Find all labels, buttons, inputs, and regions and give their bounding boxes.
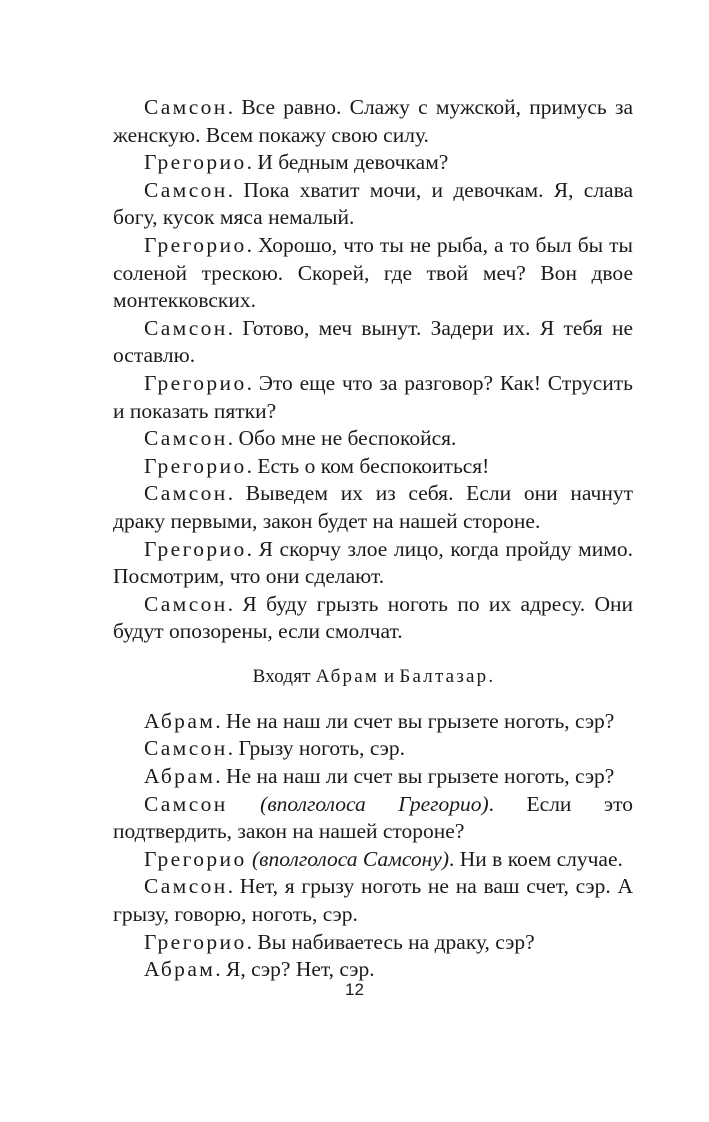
speaker-name: Самсон — [144, 874, 228, 899]
dialogue-line — [113, 591, 633, 646]
dialogue-line — [113, 791, 633, 846]
line-text: . Грызу ноготь, сэр. — [227, 736, 405, 761]
dialogue-line — [113, 425, 633, 453]
line-text: . Я скорчу злое лицо, когда пройду мимо. Посмотрим, что они сделают. — [113, 536, 633, 589]
dialogue-line — [113, 94, 633, 149]
speaker-name: Самсон — [144, 591, 228, 616]
line-text: . Нет, я грызу ноготь не на ваш счет, сэр. А грызу, говорю, ноготь, сэр. — [113, 874, 633, 927]
speaker-name: Самсон — [144, 95, 228, 119]
dialogue-line — [113, 735, 633, 763]
book-page-text — [113, 94, 633, 984]
dialogue-line — [113, 177, 633, 232]
dialogue-line — [113, 536, 633, 591]
speaker-name: Грегорио — [144, 929, 247, 954]
line-text: . Не на наш ли счет вы грызете ноготь, сэр? — [215, 764, 615, 789]
speaker-name: Абрам — [144, 957, 216, 982]
line-text: . Ни в коем случае. — [449, 846, 623, 871]
speaker-name: Самсон — [144, 736, 228, 761]
dialogue-line — [113, 929, 633, 957]
speaker-name: Грегорио — [144, 846, 247, 871]
speaker-name: Грегорио — [144, 150, 247, 175]
speaker-name: Абрам — [144, 764, 216, 789]
dialogue-line — [113, 763, 633, 791]
stage-direction-suffix: . — [488, 665, 494, 687]
line-text: . Обо мне не беспокойся. — [227, 426, 457, 451]
speaker-name: Самсон — [144, 315, 228, 340]
speaker-name: Самсон — [144, 481, 228, 506]
speaker-name: Самсон — [144, 177, 228, 202]
line-text: . Я буду грызть ноготь по их адресу. Они будут опозорены, если смолчат. — [113, 591, 633, 644]
speaker-name: Грегорио — [144, 370, 247, 395]
stage-direction-conjunction: и — [379, 665, 400, 687]
stage-direction — [113, 663, 633, 690]
line-text: . Я, сэр? Нет, сэр. — [215, 957, 375, 982]
line-text: . И бедным девочкам? — [246, 150, 449, 175]
stage-direction-character: Балтазар — [399, 665, 489, 687]
stage-remark: (вполголоса Самсону) — [246, 846, 450, 871]
line-text: . Хорошо, что ты не рыба, а то был бы ты соленой трескою. Скорей, где твой меч? Вон двое монтекковских. — [113, 232, 633, 313]
speaker-name: Грегорио — [144, 453, 247, 478]
dialogue-line — [113, 873, 633, 928]
line-text: . Выведем их из себя. Если они начнут драку первыми, закон будет на нашей стороне. — [113, 481, 633, 533]
line-text: . Вы набиваетесь на драку, сэр? — [246, 929, 535, 954]
dialogue-line — [113, 846, 633, 874]
speaker-name: Абрам — [144, 708, 216, 733]
speaker-name: Самсон — [144, 791, 228, 816]
line-text: . Все равно. Слажу с мужской, примусь за женскую. Всем покажу свою силу. — [113, 95, 633, 147]
line-text: . Это еще что за разговор? Как! Струсить и показать пятки? — [113, 370, 633, 423]
line-text: . Если это подтвердить, закон на нашей стороне? — [113, 791, 633, 844]
line-text: . Есть о ком беспокоиться! — [246, 453, 490, 478]
speaker-name: Грегорио — [144, 232, 247, 257]
speaker-name: Самсон — [144, 426, 228, 451]
line-text: . Пока хватит мочи, и девочкам. Я, слава богу, кусок мяса немалый. — [113, 177, 633, 230]
dialogue-line — [113, 315, 633, 370]
page-number: 12 — [345, 980, 364, 999]
line-text: . Не на наш ли счет вы грызете ноготь, сэр? — [215, 708, 615, 733]
dialogue-line — [113, 708, 633, 736]
stage-direction-prefix: Входят — [252, 665, 316, 687]
dialogue-line — [113, 149, 633, 177]
dialogue-line — [113, 370, 633, 425]
speaker-name: Грегорио — [144, 536, 247, 561]
dialogue-line — [113, 232, 633, 315]
dialogue-line — [113, 480, 633, 535]
stage-direction-character: Абрам — [315, 665, 380, 687]
dialogue-line — [113, 453, 633, 481]
stage-remark: (вполголоса Грегорио) — [227, 791, 489, 816]
line-text: . Готово, меч вынут. Задери их. Я тебя не оставлю. — [113, 315, 633, 368]
